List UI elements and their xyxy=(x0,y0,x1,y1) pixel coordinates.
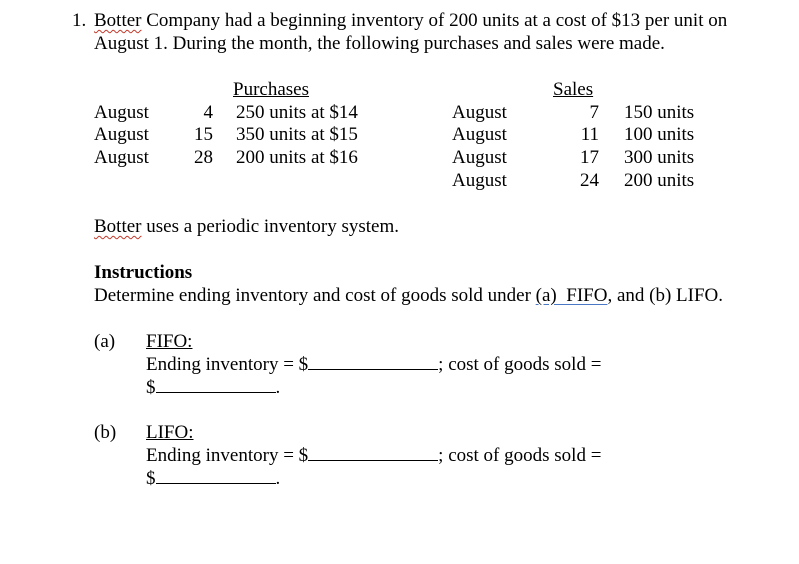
purchase-desc: 350 units at $15 xyxy=(236,124,358,145)
purchase-month: August xyxy=(94,124,149,145)
sale-units: 300 units xyxy=(624,147,695,168)
part-b-label: (b) xyxy=(94,422,117,443)
ending-inventory-blank[interactable] xyxy=(308,352,438,370)
sale-day: 7 xyxy=(589,102,599,123)
purchases-header: Purchases xyxy=(233,79,309,100)
instructions-heading: Instructions xyxy=(94,262,193,283)
sale-units: 200 units xyxy=(624,170,695,191)
sales-header: Sales xyxy=(553,79,594,100)
ending-inventory-label: Ending inventory = $ xyxy=(146,445,309,466)
part-a-cogs-line xyxy=(146,375,280,399)
instructions-text xyxy=(94,284,723,307)
part-b-cogs-line xyxy=(146,466,280,490)
purchase-day: 15 xyxy=(194,124,213,145)
instructions-text-end: , and (b) LIFO. xyxy=(607,285,724,306)
cogs-blank[interactable] xyxy=(156,375,276,393)
cogs-blank[interactable] xyxy=(156,466,276,484)
purchase-desc: 250 units at $14 xyxy=(236,102,358,123)
question-line-1-text: Company had a beginning inventory of 200 units at a cost of $13 per unit on xyxy=(141,10,728,31)
system-note-text: uses a periodic inventory system. xyxy=(141,216,400,237)
company-name: Botter xyxy=(94,216,142,237)
ending-inventory-label: Ending inventory = $ xyxy=(146,354,309,375)
sale-units: 150 units xyxy=(624,102,695,123)
cogs-label: ; cost of goods sold = xyxy=(438,445,602,466)
sale-month: August xyxy=(452,170,507,191)
purchase-month: August xyxy=(94,147,149,168)
part-b-ending-line xyxy=(146,443,601,467)
question-line-1 xyxy=(94,9,727,32)
question-line-2: August 1. During the month, the following purchases and sales were made. xyxy=(94,33,665,54)
sale-month: August xyxy=(452,147,507,168)
purchase-day: 4 xyxy=(203,102,213,123)
purchase-day: 28 xyxy=(194,147,213,168)
dollar-sign: $ xyxy=(146,468,156,489)
part-a-label: (a) xyxy=(94,331,116,352)
part-a-ending-line xyxy=(146,352,601,376)
sale-day: 24 xyxy=(580,170,599,191)
dollar-sign: $ xyxy=(146,377,156,398)
system-note xyxy=(94,215,399,238)
sale-day: 17 xyxy=(580,147,599,168)
purchase-month: August xyxy=(94,102,149,123)
part-a-method: FIFO: xyxy=(146,331,193,352)
company-name: Botter xyxy=(94,10,142,31)
sale-day: 11 xyxy=(580,124,599,145)
sale-month: August xyxy=(452,124,507,145)
sale-month: August xyxy=(452,102,507,123)
question-number: 1. xyxy=(72,10,87,31)
period: . xyxy=(275,468,281,489)
sale-units: 100 units xyxy=(624,124,695,145)
part-b-method: LIFO: xyxy=(146,422,194,443)
purchase-desc: 200 units at $16 xyxy=(236,147,358,168)
instructions-text-start: Determine ending inventory and cost of goods sold under xyxy=(94,285,536,306)
ending-inventory-blank[interactable] xyxy=(308,443,438,461)
fifo-link[interactable]: (a) FIFO xyxy=(535,285,608,306)
period: . xyxy=(275,377,281,398)
cogs-label: ; cost of goods sold = xyxy=(438,354,602,375)
